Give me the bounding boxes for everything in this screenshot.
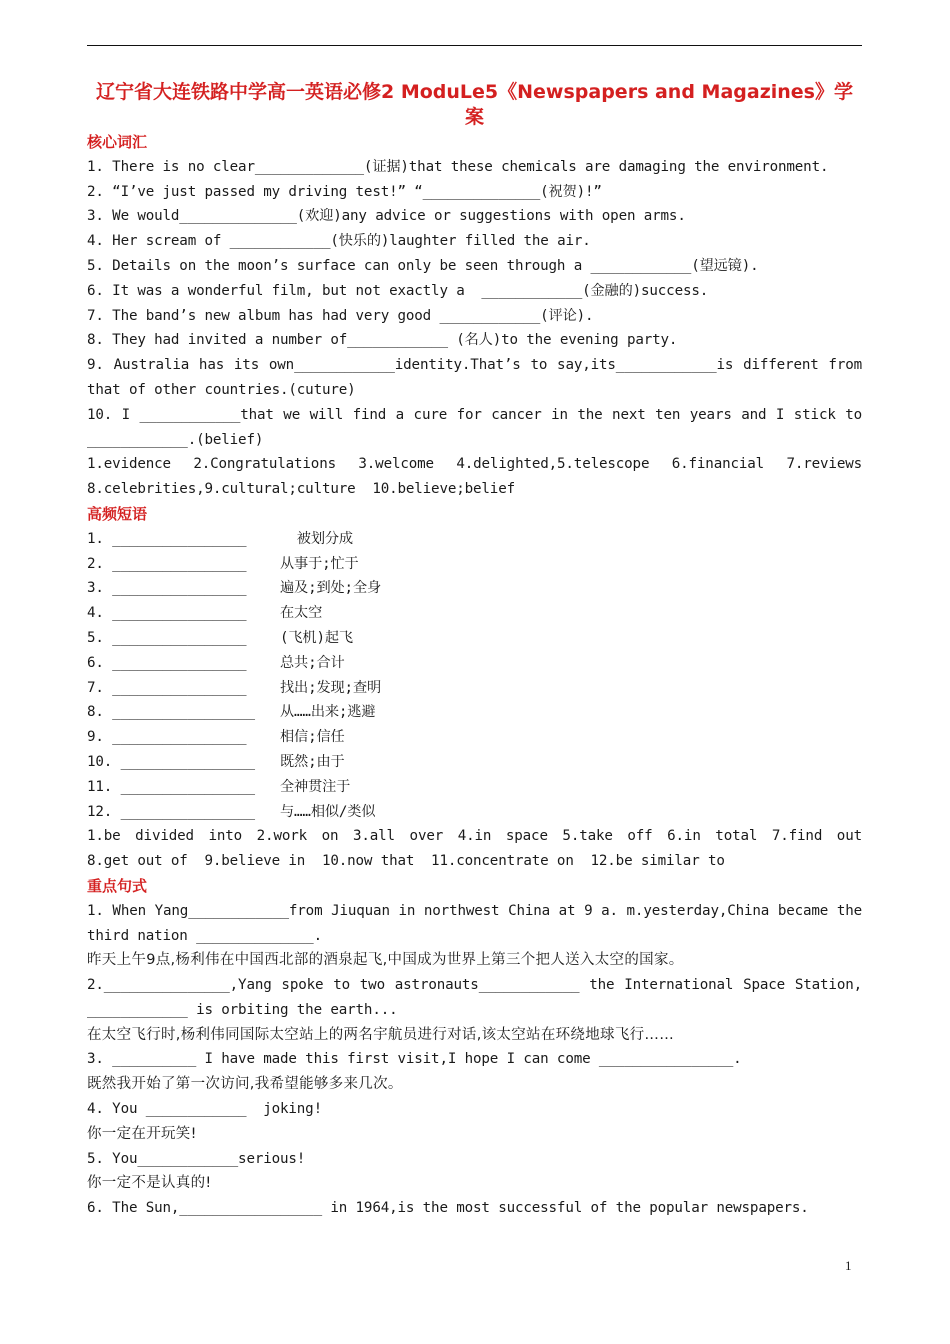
sentence-translation: 昨天上午9点,杨利伟在中国西北部的酒泉起飞,中国成为世界上第三个把人送入太空的国家。 (87, 952, 684, 969)
section-heading-phrases: 高频短语 (87, 504, 148, 523)
sentence-item: ____________ is orbiting the earth... (87, 1001, 398, 1018)
phrase-item: 4. ________________ 在太空 (87, 605, 323, 622)
vocab-item: that of other countries.(cuture) (87, 381, 356, 398)
sentence-item: 6. The Sun,_________________ in 1964,is the most successful of the popular newspapers. (87, 1200, 809, 1217)
sentence-translation: 既然我开始了第一次访问,我希望能够多来几次。 (87, 1076, 403, 1093)
phrase-item: 5. ________________ (飞机)起飞 (87, 629, 353, 646)
phrase-answers: 1.be divided into 2.work on 3.all over 4.in space 5.take off 6.in total 7.find out (87, 828, 862, 845)
phrase-answers: 8.get out of 9.believe in 10.now that 11.concentrate on 12.be similar to (87, 853, 725, 870)
vocab-answers: 8.celebrities,9.cultural;culture 10.believe;belief (87, 481, 515, 498)
phrase-item: 11. ________________ 全神贯注于 (87, 778, 351, 795)
vocab-item: 3. We would______________(欢迎)any advice or suggestions with open arms. (87, 208, 686, 225)
vocab-item: 1. There is no clear_____________(证据)that these chemicals are damaging the environment. (87, 158, 829, 175)
vocab-item: 2. “I’ve just passed my driving test!” “______________(祝贺)!” (87, 183, 602, 200)
sentence-translation: 你一定在开玩笑! (87, 1125, 197, 1142)
vocab-answers: 1.evidence 2.Congratulations 3.welcome 4.delighted,5.telescope 6.financial 7.reviews (87, 456, 862, 473)
phrase-item: 6. ________________ 总共;合计 (87, 654, 345, 671)
vocab-item: 6. It was a wonderful film, but not exactly a ____________(金融的)success. (87, 282, 709, 299)
phrase-item: 7. ________________ 找出;发现;查明 (87, 679, 382, 696)
vocab-item: 5. Details on the moon’s surface can only be seen through a ____________(望远镜). (87, 257, 759, 274)
section-heading-vocab: 核心词汇 (87, 133, 148, 151)
page-number: 1 (845, 1258, 852, 1273)
sentence-item: 2._______________,Yang spoke to two astronauts____________ the International Space Station, (87, 977, 862, 994)
phrase-item: 3. ________________ 遍及;到处;全身 (87, 580, 382, 597)
phrase-item: 2. ________________ 从事于;忙于 (87, 555, 359, 572)
phrase-item: 8. _________________ 从……出来;逃避 (87, 704, 376, 721)
phrase-item: 1. ________________ 被划分成 (87, 530, 353, 547)
sentence-item: third nation ______________. (87, 927, 322, 944)
document-body (87, 130, 862, 1221)
sentence-item: 3. __________ I have made this first visit,I hope I can come ________________. (87, 1051, 742, 1068)
sentence-item: 4. You ____________ joking! (87, 1101, 322, 1118)
phrase-item: 9. ________________ 相信;信任 (87, 729, 345, 746)
phrase-item: 12. ________________ 与……相似/类似 (87, 803, 376, 820)
vocab-item: 4. Her scream of ____________(快乐的)laughter filled the air. (87, 233, 591, 250)
vocab-item: 8. They had invited a number of____________ (名人)to the evening party. (87, 332, 678, 349)
sentence-item: 1. When Yang____________from Jiuquan in northwest China at 9 a. m.yesterday,China became the (87, 902, 862, 919)
document-title: 辽宁省大连铁路中学高一英语必修2 ModuLe5《Newspapers and Magazines》学案 (96, 81, 853, 128)
section-heading-sentences: 重点句式 (87, 876, 148, 895)
top-rule (87, 45, 862, 46)
vocab-item: 10. I ____________that we will find a cure for cancer in the next ten years and I stick to (87, 406, 862, 423)
phrase-item: 10. ________________ 既然;由于 (87, 753, 345, 770)
sentence-translation: 在太空飞行时,杨利伟同国际太空站上的两名宇航员进行对话,该太空站在环绕地球飞行…… (87, 1026, 675, 1043)
sentence-item: 5. You____________serious! (87, 1150, 306, 1167)
vocab-item: 7. The band’s new album has had very good ____________(评论). (87, 307, 594, 324)
vocab-item: ____________.(belief) (87, 431, 264, 448)
vocab-item: 9. Australia has its own____________identity.That’s to say,its____________is different from (87, 357, 862, 374)
sentence-translation: 你一定不是认真的! (87, 1175, 212, 1192)
